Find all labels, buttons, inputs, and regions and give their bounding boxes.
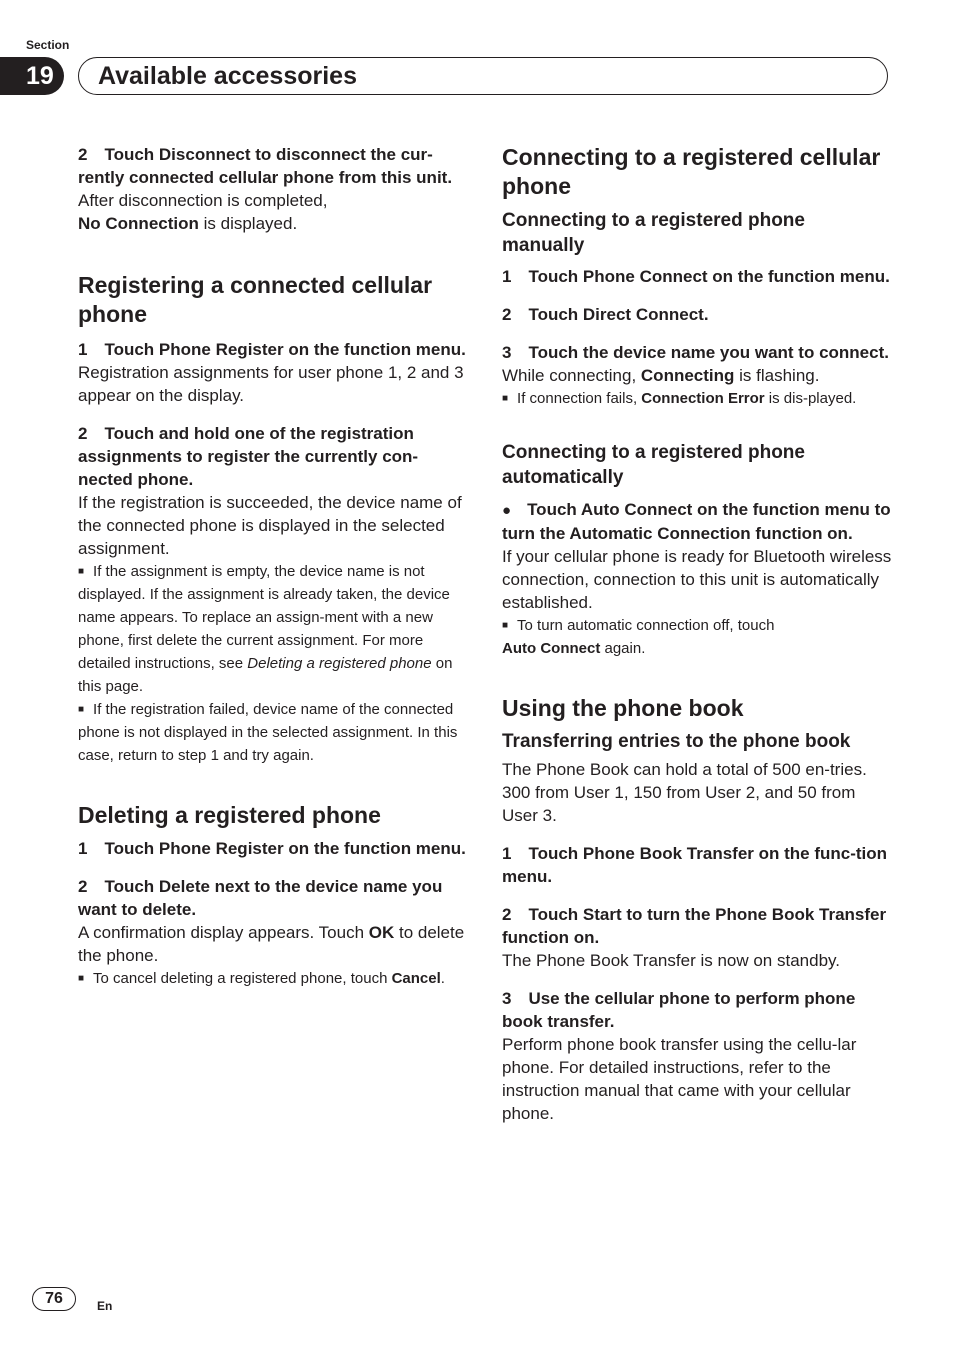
body-text: If your cellular phone is ready for Bluetooth wireless connection, connection to this unit is automatically established. — [502, 547, 892, 612]
body-text: The Phone Book can hold a total of 500 en-tries. 300 from User 1, 150 from User 2, and 50 from User 3. — [502, 759, 867, 825]
note: ■ If the assignment is empty, the device name is not displayed. If the assignment is already taken, the device name appears. To replace an assign-ment with a new phone, first delete the current assignment. For more detailed instructions, see Deleting a registered phone on this page. — [78, 563, 453, 695]
note: ■ If connection fails, Connection Error is dis-played. — [502, 390, 857, 407]
subsection-heading: Transferring entries to the phone book — [502, 730, 851, 752]
language-label: En — [97, 1299, 113, 1313]
note: ■ To cancel deleting a registered phone, touch Cancel. — [78, 969, 445, 987]
step-heading: 1 Touch Phone Register on the function menu. — [78, 340, 466, 359]
step-heading: 2 Touch Disconnect to disconnect the cur-rently connected cellular phone from this unit. — [78, 145, 453, 187]
step-heading: 1 Touch Phone Register on the function menu. — [78, 838, 466, 858]
step-heading: 2 Touch Direct Connect. — [502, 305, 709, 324]
step-heading: 2 Touch and hold one of the registration assignments to register the currently con-nected phone. — [78, 424, 419, 489]
section-heading: Deleting a registered phone — [78, 802, 381, 828]
note: ■ To turn automatic connection off, touch Auto Connect again. — [502, 617, 775, 657]
section-label: Section — [26, 38, 70, 52]
body-text: After disconnection is completed, No Connection is displayed. — [78, 191, 328, 233]
step-heading: 3 Use the cellular phone to perform phone book transfer. — [502, 988, 856, 1031]
body-text: Perform phone book transfer using the cellu-lar phone. For detailed instructions, refer to the instruction manual that came with your cellular phone. — [502, 1034, 857, 1123]
step-heading: 1 Touch Phone Connect on the function menu. — [502, 267, 890, 286]
body-text: If the registration is succeeded, the device name of the connected phone is displayed in the selected assignment. — [78, 493, 462, 558]
section-heading: Connecting to a registered cellular phone — [502, 144, 881, 199]
step-heading: 3 Touch the device name you want to connect. — [502, 343, 889, 362]
right-column — [502, 143, 892, 1125]
step-heading: 2 Touch Delete next to the device name you want to delete. — [78, 876, 443, 919]
body-text: A confirmation display appears. Touch OK to delete the phone. — [78, 922, 465, 965]
subsection-heading: Connecting to a registered phone manually — [502, 210, 805, 256]
left-column — [78, 143, 470, 990]
section-heading: Using the phone book — [502, 695, 744, 721]
page-number: 76 — [32, 1287, 76, 1311]
body-text: While connecting, Connecting is flashing. — [502, 366, 820, 385]
body-text: Registration assignments for user phone 1, 2 and 3 appear on the display. — [78, 363, 464, 405]
step-heading: 2 Touch Start to turn the Phone Book Transfer function on. — [502, 904, 887, 947]
bullet-dot-icon: ● — [502, 502, 512, 519]
subsection-heading: Connecting to a registered phone automatically — [502, 442, 805, 488]
section-number: 19 — [0, 57, 64, 95]
section-heading: Registering a connected cellular phone — [78, 272, 433, 327]
body-text: The Phone Book Transfer is now on standby. — [502, 950, 840, 970]
step-heading: ● Touch Auto Connect on the function menu to turn the Automatic Connection function on. — [502, 500, 891, 543]
page-title: Available accessories — [98, 62, 357, 90]
step-heading: 1 Touch Phone Book Transfer on the func-tion menu. — [502, 843, 888, 886]
note: ■ If the registration failed, device name of the connected phone is not displayed in the selected assignment. In this case, return to step 1 and try again. — [78, 701, 458, 764]
